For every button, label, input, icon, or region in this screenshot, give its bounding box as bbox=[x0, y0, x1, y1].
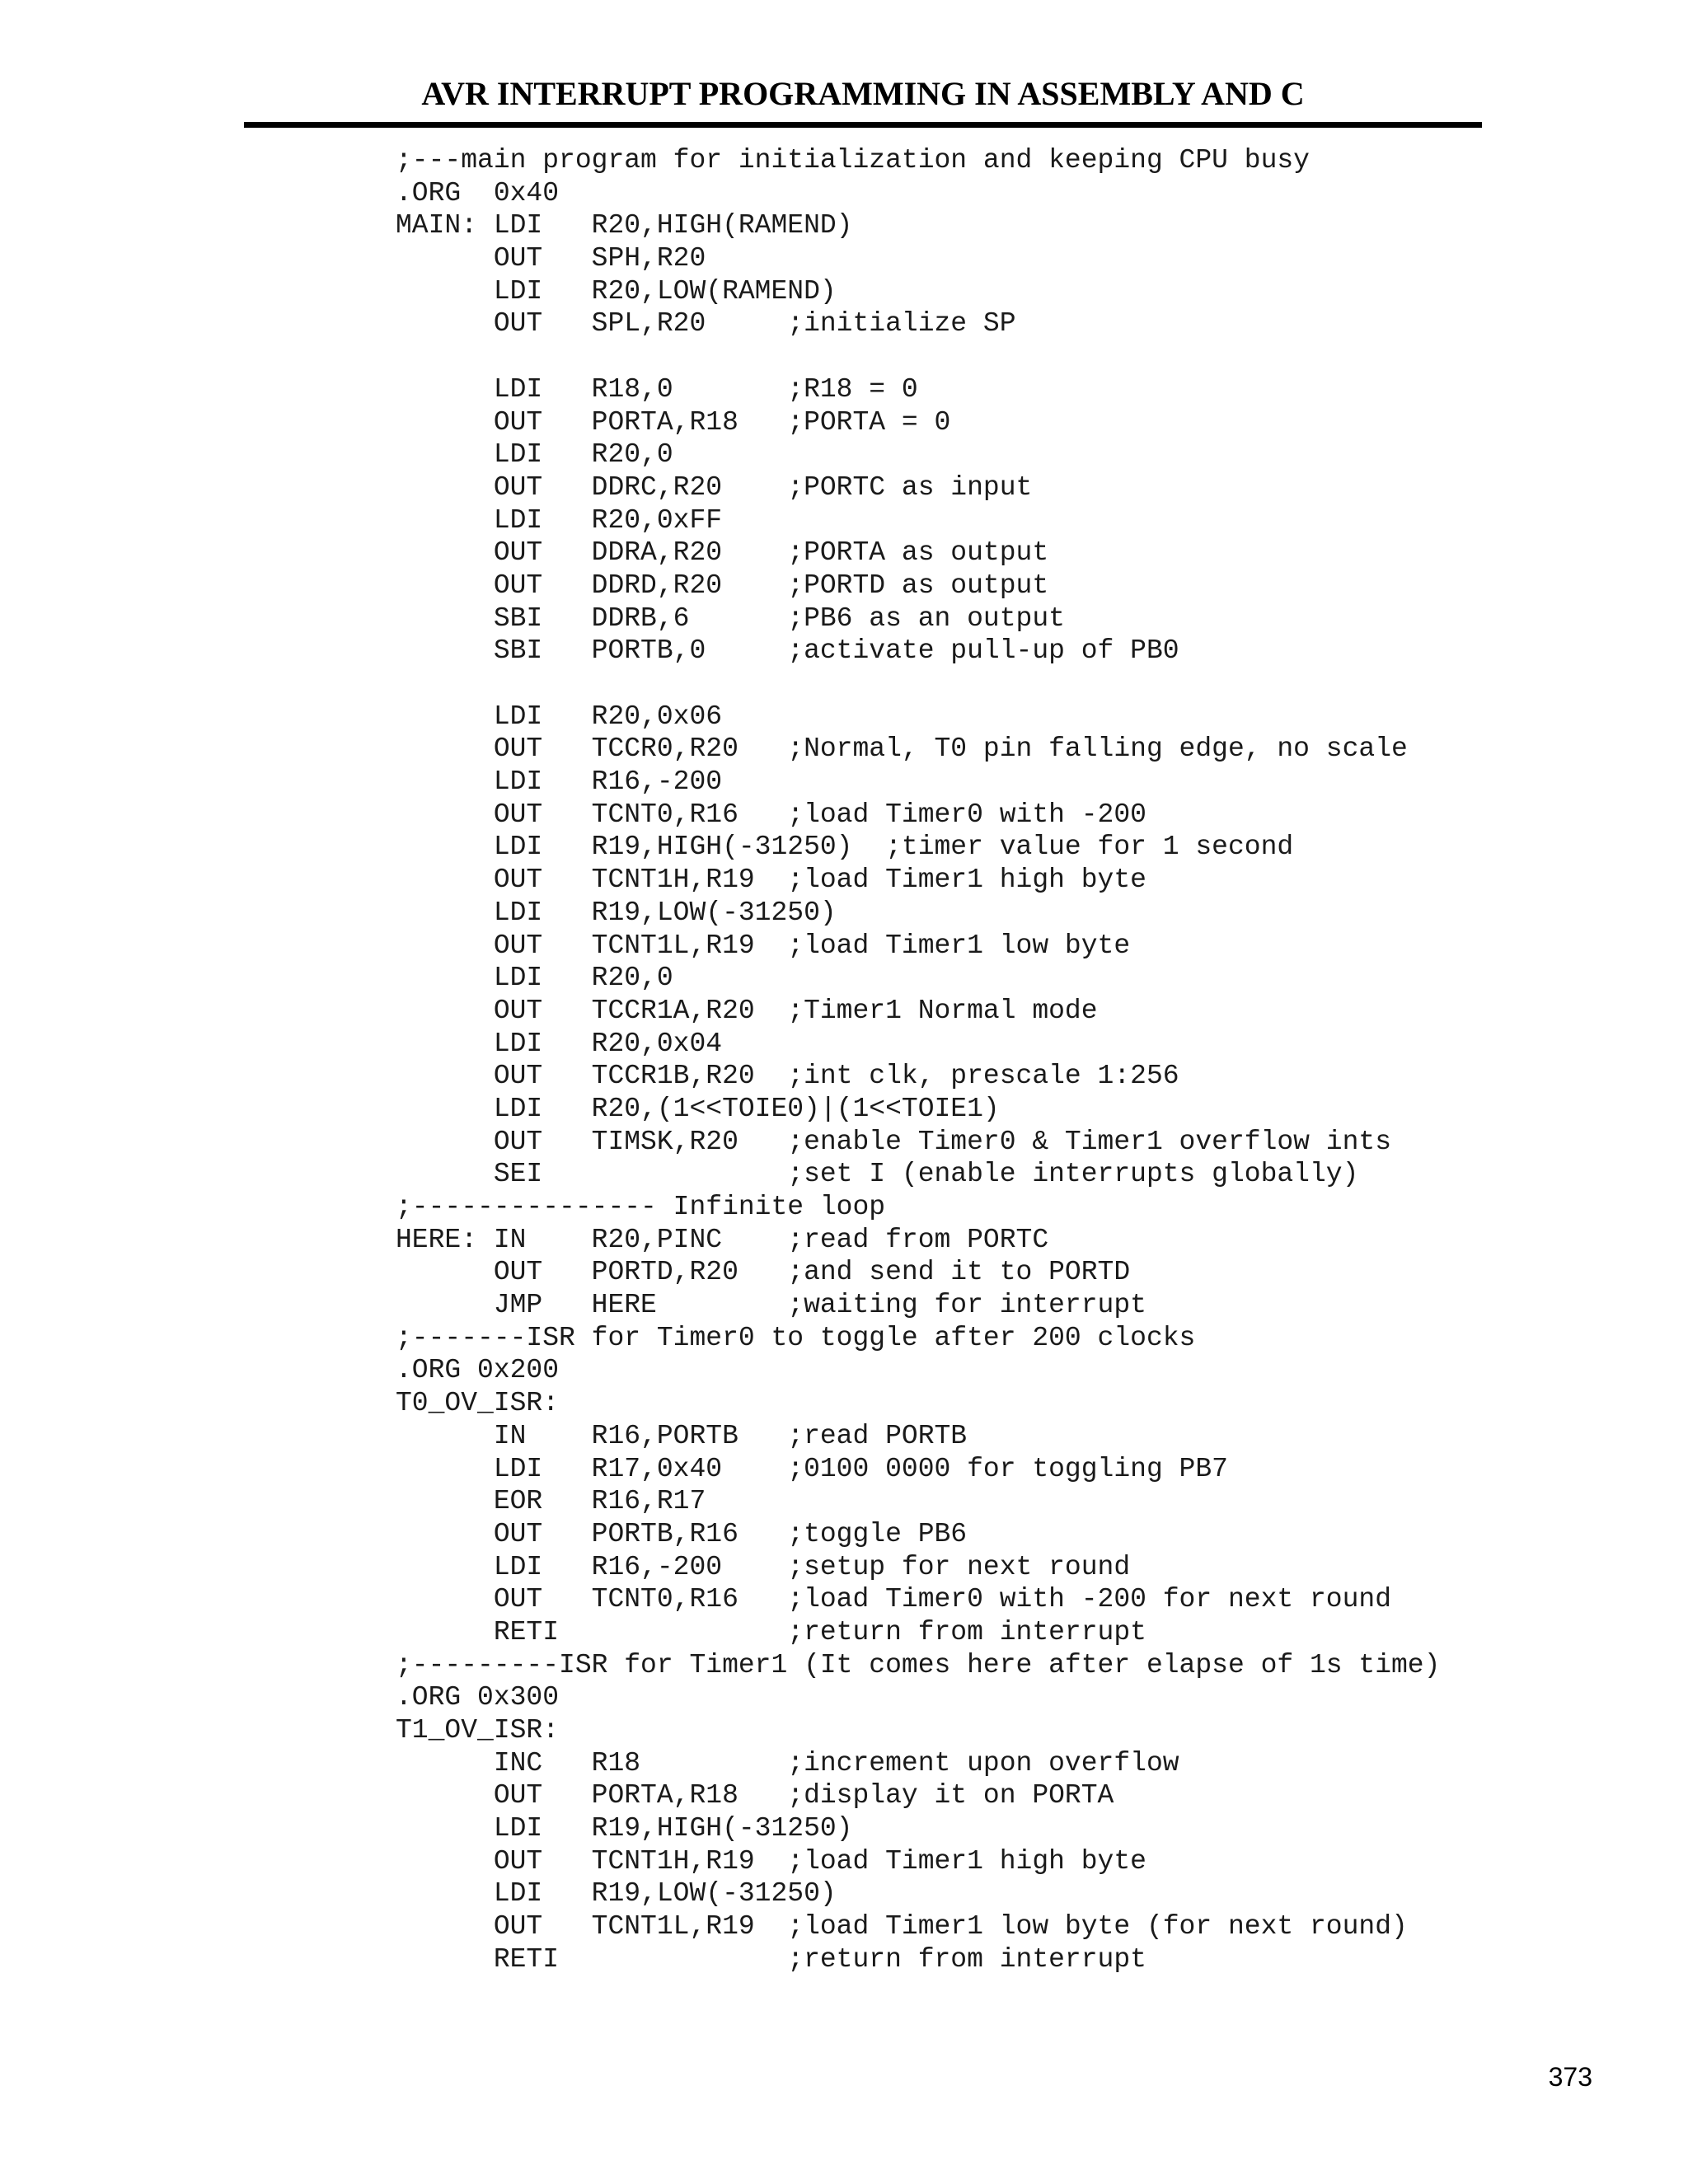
code-listing bbox=[396, 144, 1492, 1976]
code-line: LDI R19,HIGH(-31250) bbox=[396, 1813, 853, 1844]
code-line: OUT TIMSK,R20 ;enable Timer0 & Timer1 overflow ints bbox=[396, 1126, 1391, 1157]
code-line: MAIN: LDI R20,HIGH(RAMEND) bbox=[396, 210, 853, 241]
page-header bbox=[244, 0, 1482, 128]
code-line: OUT TCCR0,R20 ;Normal, T0 pin falling edge, no scale bbox=[396, 733, 1408, 765]
code-line: T0_OV_ISR: bbox=[396, 1388, 560, 1419]
code-line: LDI R18,0 ;R18 = 0 bbox=[396, 373, 918, 405]
header-rule bbox=[244, 122, 1482, 128]
code-line: .ORG 0x300 bbox=[396, 1682, 560, 1713]
code-line: LDI R20,0xFF bbox=[396, 504, 723, 536]
code-line: OUT TCNT0,R16 ;load Timer0 with -200 for next round bbox=[396, 1584, 1391, 1615]
code-line: RETI ;return from interrupt bbox=[396, 1943, 1146, 1975]
code-line: T1_OV_ISR: bbox=[396, 1715, 560, 1746]
code-line: LDI R20,0x04 bbox=[396, 1028, 723, 1059]
code-line: INC R18 ;increment upon overflow bbox=[396, 1747, 1179, 1779]
code-line: OUT DDRC,R20 ;PORTC as input bbox=[396, 471, 1033, 503]
code-line: OUT DDRA,R20 ;PORTA as output bbox=[396, 537, 1049, 569]
code-line: ;---------ISR for Timer1 (It comes here after elapse of 1s time) bbox=[396, 1649, 1441, 1680]
code-line: IN R16,PORTB ;read PORTB bbox=[396, 1420, 968, 1451]
code-line: .ORG 0x200 bbox=[396, 1355, 560, 1386]
code-line: OUT PORTA,R18 ;display it on PORTA bbox=[396, 1780, 1114, 1811]
code-line: RETI ;return from interrupt bbox=[396, 1616, 1146, 1647]
code-line: JMP HERE ;waiting for interrupt bbox=[396, 1290, 1146, 1321]
code-line: LDI R16,-200 bbox=[396, 766, 723, 798]
code-line bbox=[396, 668, 1492, 701]
code-line: OUT PORTD,R20 ;and send it to PORTD bbox=[396, 1257, 1131, 1288]
code-line: SEI ;set I (enable interrupts globally) bbox=[396, 1159, 1359, 1190]
code-line: LDI R20,0 bbox=[396, 439, 673, 471]
code-line: OUT TCNT1H,R19 ;load Timer1 high byte bbox=[396, 1845, 1146, 1877]
code-line: LDI R19,LOW(-31250) bbox=[396, 897, 837, 928]
page-number: 373 bbox=[1548, 2062, 1592, 2092]
code-line: OUT TCNT1L,R19 ;load Timer1 low byte bbox=[396, 930, 1131, 961]
code-line bbox=[396, 340, 1492, 373]
code-line: OUT TCNT1L,R19 ;load Timer1 low byte (for next round) bbox=[396, 1911, 1408, 1943]
code-line: LDI R16,-200 ;setup for next round bbox=[396, 1551, 1131, 1582]
code-line: LDI R19,LOW(-31250) bbox=[396, 1878, 837, 1910]
code-line: LDI R17,0x40 ;0100 0000 for toggling PB7 bbox=[396, 1453, 1228, 1484]
code-line: ;--------------- Infinite loop bbox=[396, 1192, 886, 1222]
code-line: EOR R16,R17 bbox=[396, 1486, 706, 1517]
page-title: AVR INTERRUPT PROGRAMMING IN ASSEMBLY AND C bbox=[421, 75, 1305, 112]
code-line: LDI R20,0x06 bbox=[396, 701, 723, 732]
code-line: OUT SPH,R20 bbox=[396, 243, 706, 274]
code-line: OUT SPL,R20 ;initialize SP bbox=[396, 308, 1016, 340]
code-line: HERE: IN R20,PINC ;read from PORTC bbox=[396, 1224, 1049, 1255]
code-line: OUT PORTA,R18 ;PORTA = 0 bbox=[396, 406, 951, 438]
code-line: SBI PORTB,0 ;activate pull-up of PB0 bbox=[396, 635, 1179, 667]
code-line: OUT PORTB,R16 ;toggle PB6 bbox=[396, 1518, 968, 1549]
code-line: OUT TCNT0,R16 ;load Timer0 with -200 bbox=[396, 799, 1146, 830]
code-line: ;-------ISR for Timer0 to toggle after 200 clocks bbox=[396, 1322, 1196, 1353]
code-line: OUT DDRD,R20 ;PORTD as output bbox=[396, 569, 1049, 601]
code-line: LDI R19,HIGH(-31250) ;timer value for 1 second bbox=[396, 832, 1294, 863]
code-line: LDI R20,0 bbox=[396, 963, 673, 994]
code-line: OUT TCCR1B,R20 ;int clk, prescale 1:256 bbox=[396, 1061, 1179, 1092]
code-line: LDI R20,LOW(RAMEND) bbox=[396, 275, 837, 307]
code-line: .ORG 0x40 bbox=[396, 177, 560, 209]
code-line: OUT TCNT1H,R19 ;load Timer1 high byte bbox=[396, 865, 1146, 896]
code-line: OUT TCCR1A,R20 ;Timer1 Normal mode bbox=[396, 995, 1098, 1026]
code-line: SBI DDRB,6 ;PB6 as an output bbox=[396, 602, 1065, 634]
code-line: LDI R20,(1<<TOIE0)|(1<<TOIE1) bbox=[396, 1093, 1000, 1124]
code-line: ;---main program for initialization and keeping CPU busy bbox=[396, 145, 1310, 176]
